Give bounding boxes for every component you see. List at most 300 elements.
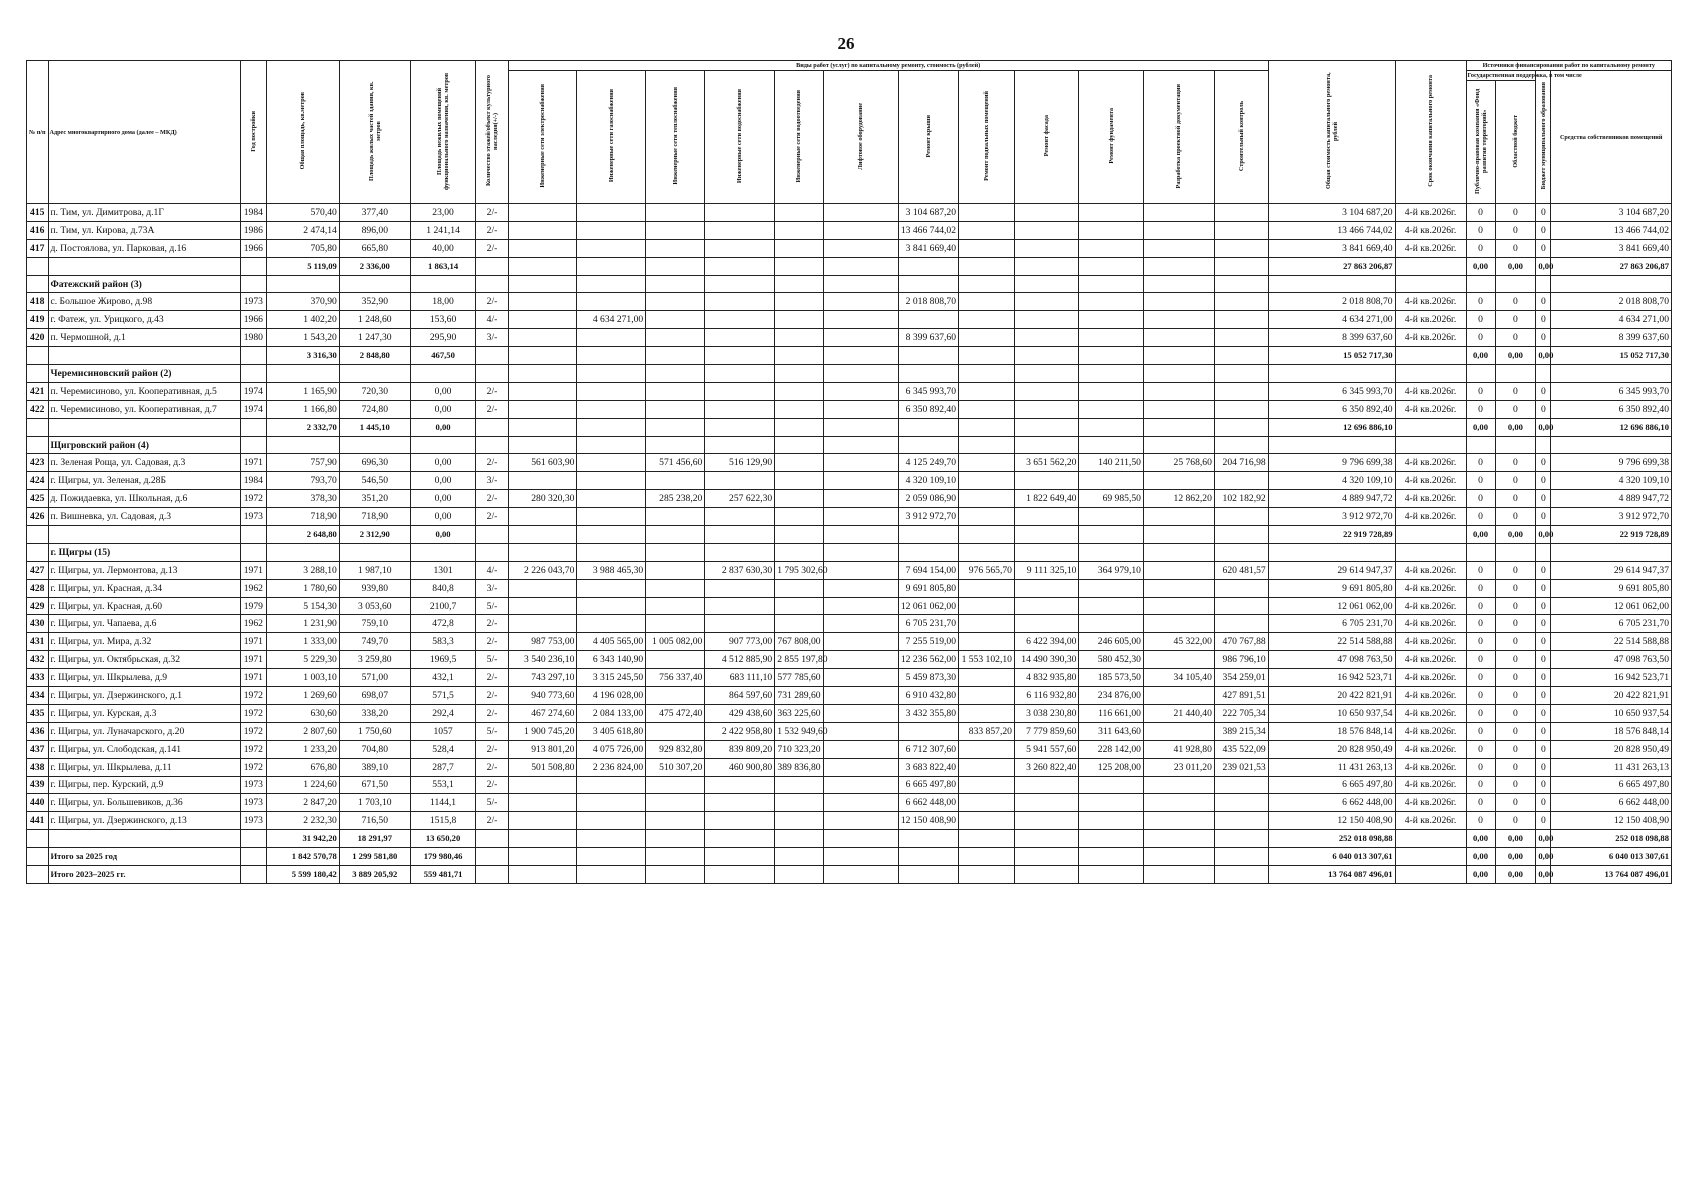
row-nonres-area: 2100,7: [410, 597, 476, 615]
row-owners: 6 665 497,80: [1551, 776, 1672, 794]
row-nonres-area: 432,1: [410, 669, 476, 687]
empty-cell: [959, 526, 1015, 544]
row-work-cost-12: 239 021,53: [1214, 758, 1268, 776]
row-work-cost-1: 501 508,80: [508, 758, 577, 776]
row-work-cost-1: 987 753,00: [508, 633, 577, 651]
row-work-cost-10: 116 661,00: [1079, 704, 1144, 722]
fund-sum: 0,00: [1466, 848, 1495, 866]
row-living-area: 696,30: [339, 454, 410, 472]
row-work-cost-11: 41 928,80: [1143, 740, 1214, 758]
total-area-sum: 3 316,30: [266, 347, 339, 365]
row-nonres-area: 528,4: [410, 740, 476, 758]
row-work-cost-9: [1014, 400, 1079, 418]
row-owners: 18 576 848,14: [1551, 722, 1672, 740]
section-title: Щигровский район (4): [48, 436, 240, 454]
empty-cell: [646, 526, 705, 544]
table-row: [27, 221, 1672, 239]
row-work-cost-3: [646, 597, 705, 615]
row-work-cost-2: [577, 776, 646, 794]
row-work-cost-10: 234 876,00: [1079, 687, 1144, 705]
empty-cell: [1495, 543, 1536, 561]
total-cost-sum: 15 052 717,30: [1268, 347, 1395, 365]
row-work-cost-11: [1143, 722, 1214, 740]
row-owners: 3 841 669,40: [1551, 239, 1672, 257]
row-work-cost-4: 516 129,90: [705, 454, 775, 472]
empty-cell: [705, 436, 775, 454]
empty-cell: [410, 543, 476, 561]
row-nonres-area: 472,8: [410, 615, 476, 633]
row-floors: 5/-: [476, 597, 508, 615]
empty-cell: [240, 257, 266, 275]
row-address: с. Большое Жирово, д.98: [48, 293, 240, 311]
row-municipal: 0: [1536, 400, 1551, 418]
row-deadline: 4-й кв.2026г.: [1395, 508, 1466, 526]
row-work-cost-1: [508, 615, 577, 633]
row-work-cost-10: 311 643,60: [1079, 722, 1144, 740]
row-deadline: 4-й кв.2026г.: [1395, 239, 1466, 257]
row-work-cost-6: [823, 490, 898, 508]
living-area-sum: 2 336,00: [339, 257, 410, 275]
row-total-area: 1 233,20: [266, 740, 339, 758]
empty-cell: [508, 436, 577, 454]
row-work-cost-5: [775, 329, 823, 347]
table-row: [27, 472, 1672, 490]
empty-cell: [1014, 848, 1079, 866]
row-year: 1973: [240, 812, 266, 830]
empty-cell: [646, 830, 705, 848]
row-total-area: 1 166,80: [266, 400, 339, 418]
row-address: г. Щигры, ул. Чапаева, д.6: [48, 615, 240, 633]
empty-cell: [959, 848, 1015, 866]
row-total-area: 378,30: [266, 490, 339, 508]
row-work-cost-6: [823, 651, 898, 669]
row-work-cost-10: [1079, 329, 1144, 347]
row-work-cost-3: [646, 651, 705, 669]
row-work-cost-12: [1214, 597, 1268, 615]
row-total-area: 5 229,30: [266, 651, 339, 669]
empty-cell: [1014, 436, 1079, 454]
row-work-cost-4: [705, 579, 775, 597]
row-address: п. Черемисиново, ул. Кооперативная, д.7: [48, 400, 240, 418]
empty-cell: [959, 365, 1015, 383]
empty-cell: [1551, 365, 1672, 383]
row-work-cost-10: [1079, 812, 1144, 830]
row-owners: 3 912 972,70: [1551, 508, 1672, 526]
row-total-area: 1 003,10: [266, 669, 339, 687]
row-region: 0: [1495, 400, 1536, 418]
row-region: 0: [1495, 669, 1536, 687]
row-year: 1984: [240, 204, 266, 222]
row-living-area: 389,10: [339, 758, 410, 776]
row-work-cost-4: 864 597,60: [705, 687, 775, 705]
empty-cell: [1143, 365, 1214, 383]
row-work-cost-11: 23 011,20: [1143, 758, 1214, 776]
row-work-cost-1: [508, 794, 577, 812]
row-deadline: 4-й кв.2026г.: [1395, 490, 1466, 508]
row-region: 0: [1495, 615, 1536, 633]
section-num: [27, 365, 49, 383]
row-work-cost-8: 1 553 102,10: [959, 651, 1015, 669]
row-floors: 2/-: [476, 239, 508, 257]
header-fund: Публично-правовая компания «Фонд развития территорий»: [1466, 81, 1495, 204]
table-row: [27, 687, 1672, 705]
table-row: [27, 758, 1672, 776]
row-work-cost-1: 561 603,90: [508, 454, 577, 472]
row-living-area: 338,20: [339, 704, 410, 722]
row-address: г. Щигры, ул. Курская, д.3: [48, 704, 240, 722]
row-work-cost-9: 9 111 325,10: [1014, 561, 1079, 579]
empty-cell: [476, 436, 508, 454]
empty-cell: [508, 865, 577, 883]
empty-cell: [705, 830, 775, 848]
row-work-cost-1: 2 226 043,70: [508, 561, 577, 579]
empty-cell: [705, 257, 775, 275]
row-fund: 0: [1466, 669, 1495, 687]
empty-cell: [476, 365, 508, 383]
row-floors: 5/-: [476, 722, 508, 740]
row-municipal: 0: [1536, 776, 1551, 794]
row-floors: 2/-: [476, 776, 508, 794]
row-region: 0: [1495, 221, 1536, 239]
total-label: [48, 526, 240, 544]
row-owners: 2 018 808,70: [1551, 293, 1672, 311]
header-basement: Ремонт подвальных помещений: [959, 71, 1015, 204]
row-address: г. Щигры, ул. Мира, д.32: [48, 633, 240, 651]
empty-cell: [240, 418, 266, 436]
row-fund: 0: [1466, 454, 1495, 472]
empty-cell: [1214, 526, 1268, 544]
row-year: 1971: [240, 561, 266, 579]
total-cost-sum: 13 764 087 496,01: [1268, 865, 1395, 883]
row-work-cost-1: [508, 508, 577, 526]
row-work-cost-8: [959, 579, 1015, 597]
row-year: 1972: [240, 722, 266, 740]
empty-cell: [266, 436, 339, 454]
row-total-area: 793,70: [266, 472, 339, 490]
row-work-cost-11: [1143, 579, 1214, 597]
empty-cell: [1214, 865, 1268, 883]
row-address: п. Тим, ул. Кирова, д.73А: [48, 221, 240, 239]
row-year: 1966: [240, 311, 266, 329]
row-work-cost-7: 3 104 687,20: [898, 204, 958, 222]
total-cost-sum: 6 040 013 307,61: [1268, 848, 1395, 866]
row-work-cost-6: [823, 508, 898, 526]
row-work-cost-10: 140 211,50: [1079, 454, 1144, 472]
row-region: 0: [1495, 812, 1536, 830]
row-work-cost-9: 6 422 394,00: [1014, 633, 1079, 651]
row-floors: 2/-: [476, 669, 508, 687]
row-address: г. Щигры, ул. Зеленая, д.28Б: [48, 472, 240, 490]
empty-cell: [1079, 848, 1144, 866]
row-work-cost-2: [577, 472, 646, 490]
row-work-cost-1: [508, 597, 577, 615]
owners-sum: 13 764 087 496,01: [1551, 865, 1672, 883]
row-work-cost-1: 467 274,60: [508, 704, 577, 722]
section-row: [27, 275, 1672, 293]
row-work-cost-12: 102 182,92: [1214, 490, 1268, 508]
empty-cell: [705, 865, 775, 883]
empty-cell: [1143, 436, 1214, 454]
row-work-cost-6: [823, 812, 898, 830]
row-work-cost-3: [646, 794, 705, 812]
empty-cell: [1466, 275, 1495, 293]
row-work-cost-1: [508, 776, 577, 794]
row-total-cost: 18 576 848,14: [1268, 722, 1395, 740]
row-year: 1972: [240, 758, 266, 776]
row-deadline: 4-й кв.2026г.: [1395, 669, 1466, 687]
row-nonres-area: 287,7: [410, 758, 476, 776]
empty-cell: [823, 418, 898, 436]
row-work-cost-5: 731 289,60: [775, 687, 823, 705]
empty-cell: [823, 347, 898, 365]
row-work-cost-7: 7 255 519,00: [898, 633, 958, 651]
table-row: [27, 508, 1672, 526]
total-area-sum: 1 842 570,78: [266, 848, 339, 866]
row-work-cost-9: [1014, 579, 1079, 597]
row-work-cost-8: [959, 633, 1015, 651]
row-year: 1974: [240, 400, 266, 418]
empty-cell: [1395, 436, 1466, 454]
empty-cell: [1551, 436, 1672, 454]
row-deadline: 4-й кв.2026г.: [1395, 579, 1466, 597]
empty-cell: [1014, 347, 1079, 365]
capital-repair-table: [26, 60, 1672, 884]
row-work-cost-7: 4 125 249,70: [898, 454, 958, 472]
row-address: г. Щигры, ул. Лермонтова, д.13: [48, 561, 240, 579]
row-work-cost-7: 3 432 355,80: [898, 704, 958, 722]
total-cost-sum: 252 018 098,88: [1268, 830, 1395, 848]
row-work-cost-7: 8 399 637,60: [898, 329, 958, 347]
row-work-cost-5: [775, 400, 823, 418]
row-work-cost-9: [1014, 204, 1079, 222]
row-work-cost-5: 389 836,80: [775, 758, 823, 776]
total-num: [27, 526, 49, 544]
empty-cell: [1079, 418, 1144, 436]
row-work-cost-11: 12 862,20: [1143, 490, 1214, 508]
row-total-cost: 8 399 637,60: [1268, 329, 1395, 347]
empty-cell: [1536, 365, 1551, 383]
row-work-cost-5: [775, 794, 823, 812]
header-living-area: Площадь жилых частей здания, кв. метров: [339, 61, 410, 204]
row-work-cost-2: 3 315 245,50: [577, 669, 646, 687]
empty-cell: [1014, 257, 1079, 275]
row-owners: 6 350 892,40: [1551, 400, 1672, 418]
empty-cell: [898, 436, 958, 454]
row-number: 423: [27, 454, 49, 472]
row-work-cost-3: [646, 472, 705, 490]
row-owners: 6 345 993,70: [1551, 382, 1672, 400]
empty-cell: [508, 365, 577, 383]
row-deadline: 4-й кв.2026г.: [1395, 204, 1466, 222]
row-nonres-area: 1 241,14: [410, 221, 476, 239]
row-fund: 0: [1466, 812, 1495, 830]
row-number: 415: [27, 204, 49, 222]
row-total-cost: 4 320 109,10: [1268, 472, 1395, 490]
row-municipal: 0: [1536, 382, 1551, 400]
row-work-cost-6: [823, 329, 898, 347]
empty-cell: [1143, 830, 1214, 848]
table-row: [27, 776, 1672, 794]
row-nonres-area: 583,3: [410, 633, 476, 651]
empty-cell: [508, 347, 577, 365]
row-municipal: 0: [1536, 597, 1551, 615]
row-work-cost-1: [508, 221, 577, 239]
row-work-cost-10: [1079, 204, 1144, 222]
row-total-cost: 2 018 808,70: [1268, 293, 1395, 311]
row-number: 440: [27, 794, 49, 812]
header-floors: Количество этажей/объект культурного наследия(+/-): [476, 61, 508, 204]
row-floors: 2/-: [476, 740, 508, 758]
empty-cell: [1466, 543, 1495, 561]
row-work-cost-1: [508, 579, 577, 597]
row-work-cost-2: 3 405 618,80: [577, 722, 646, 740]
row-work-cost-7: 4 320 109,10: [898, 472, 958, 490]
row-work-cost-10: 580 452,30: [1079, 651, 1144, 669]
empty-cell: [775, 257, 823, 275]
row-work-cost-4: [705, 329, 775, 347]
row-owners: 22 514 588,88: [1551, 633, 1672, 651]
total-area-sum: 2 332,70: [266, 418, 339, 436]
header-nonres-area: Площадь нежилых помещений функционального назначения, кв. метров: [410, 61, 476, 204]
row-work-cost-11: [1143, 812, 1214, 830]
row-work-cost-7: 6 665 497,80: [898, 776, 958, 794]
empty-cell: [1143, 257, 1214, 275]
empty-cell: [959, 436, 1015, 454]
header-municipal: Бюджет муниципального образования: [1536, 71, 1551, 204]
row-living-area: 1 703,10: [339, 794, 410, 812]
total-area-sum: 5 119,09: [266, 257, 339, 275]
row-fund: 0: [1466, 597, 1495, 615]
row-living-area: 704,80: [339, 740, 410, 758]
row-deadline: 4-й кв.2026г.: [1395, 633, 1466, 651]
row-owners: 6 705 231,70: [1551, 615, 1672, 633]
row-address: г. Щигры, ул. Дзержинского, д.1: [48, 687, 240, 705]
row-owners: 4 320 109,10: [1551, 472, 1672, 490]
row-work-cost-11: [1143, 204, 1214, 222]
table-row: [27, 722, 1672, 740]
table-row: [27, 740, 1672, 758]
row-nonres-area: 40,00: [410, 239, 476, 257]
row-work-cost-2: [577, 597, 646, 615]
row-total-area: 1 402,20: [266, 311, 339, 329]
empty-cell: [476, 526, 508, 544]
empty-cell: [775, 418, 823, 436]
row-number: 434: [27, 687, 49, 705]
row-year: 1980: [240, 329, 266, 347]
empty-cell: [1079, 436, 1144, 454]
row-floors: 4/-: [476, 311, 508, 329]
row-owners: 10 650 937,54: [1551, 704, 1672, 722]
row-total-area: 1 224,60: [266, 776, 339, 794]
empty-cell: [646, 347, 705, 365]
row-work-cost-6: [823, 597, 898, 615]
row-fund: 0: [1466, 561, 1495, 579]
empty-cell: [1014, 865, 1079, 883]
row-work-cost-5: [775, 615, 823, 633]
total-label: [48, 257, 240, 275]
fund-sum: 0,00: [1466, 347, 1495, 365]
row-municipal: 0: [1536, 812, 1551, 830]
row-work-cost-6: [823, 687, 898, 705]
row-work-cost-7: 12 061 062,00: [898, 597, 958, 615]
row-number: 427: [27, 561, 49, 579]
row-nonres-area: 295,90: [410, 329, 476, 347]
row-number: 418: [27, 293, 49, 311]
empty-cell: [1268, 275, 1395, 293]
row-floors: 2/-: [476, 687, 508, 705]
row-work-cost-11: 34 105,40: [1143, 669, 1214, 687]
row-living-area: 546,50: [339, 472, 410, 490]
empty-cell: [240, 365, 266, 383]
row-owners: 9 796 699,38: [1551, 454, 1672, 472]
row-address: п. Черемисиново, ул. Кооперативная, д.5: [48, 382, 240, 400]
row-address: г. Фатеж, ул. Урицкого, д.43: [48, 311, 240, 329]
empty-cell: [775, 436, 823, 454]
row-municipal: 0: [1536, 758, 1551, 776]
row-fund: 0: [1466, 687, 1495, 705]
row-number: 420: [27, 329, 49, 347]
empty-cell: [775, 543, 823, 561]
row-year: 1972: [240, 704, 266, 722]
row-work-cost-2: 4 075 726,00: [577, 740, 646, 758]
row-region: 0: [1495, 239, 1536, 257]
row-municipal: 0: [1536, 615, 1551, 633]
row-owners: 47 098 763,50: [1551, 651, 1672, 669]
row-work-cost-5: 577 785,60: [775, 669, 823, 687]
row-owners: 4 889 947,72: [1551, 490, 1672, 508]
row-work-cost-10: 69 985,50: [1079, 490, 1144, 508]
row-work-cost-1: [508, 329, 577, 347]
row-work-cost-9: [1014, 382, 1079, 400]
row-address: д. Постоялова, ул. Парковая, д.16: [48, 239, 240, 257]
empty-cell: [1495, 436, 1536, 454]
row-fund: 0: [1466, 472, 1495, 490]
row-year: 1979: [240, 597, 266, 615]
row-work-cost-4: 2 422 958,80: [705, 722, 775, 740]
header-region: Областной бюджет: [1495, 81, 1536, 204]
row-work-cost-10: [1079, 508, 1144, 526]
row-address: г. Щигры, ул. Дзержинского, д.13: [48, 812, 240, 830]
total-label: [48, 347, 240, 365]
row-work-cost-3: [646, 293, 705, 311]
row-work-cost-2: [577, 329, 646, 347]
row-work-cost-1: 743 297,10: [508, 669, 577, 687]
row-total-area: 718,90: [266, 508, 339, 526]
row-municipal: 0: [1536, 239, 1551, 257]
row-region: 0: [1495, 776, 1536, 794]
nonres-area-sum: 1 863,14: [410, 257, 476, 275]
row-work-cost-6: [823, 311, 898, 329]
row-work-cost-8: [959, 758, 1015, 776]
row-work-cost-2: [577, 400, 646, 418]
empty-cell: [646, 848, 705, 866]
empty-cell: [240, 347, 266, 365]
row-work-cost-12: [1214, 579, 1268, 597]
row-work-cost-12: [1214, 508, 1268, 526]
section-row: [27, 543, 1672, 561]
row-owners: 4 634 271,00: [1551, 311, 1672, 329]
living-area-sum: 1 299 581,80: [339, 848, 410, 866]
fund-sum: 0,00: [1466, 526, 1495, 544]
row-deadline: 4-й кв.2026г.: [1395, 561, 1466, 579]
row-municipal: 0: [1536, 669, 1551, 687]
row-work-cost-2: [577, 812, 646, 830]
empty-cell: [1495, 275, 1536, 293]
empty-cell: [1014, 830, 1079, 848]
empty-cell: [898, 347, 958, 365]
row-address: г. Щигры, ул. Луначарского, д.20: [48, 722, 240, 740]
header-heat: Инженерные сети теплоснабжения: [646, 71, 705, 204]
